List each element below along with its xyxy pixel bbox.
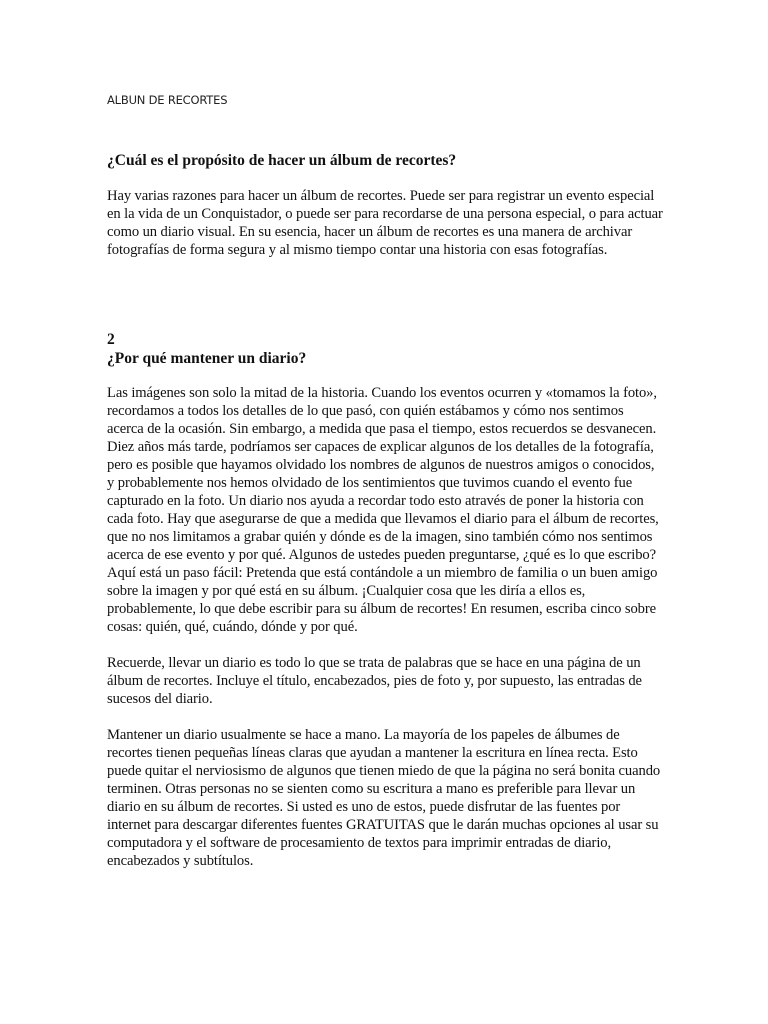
section-journal	[107, 330, 663, 870]
section-number: 2	[107, 331, 115, 348]
section-heading: ¿Cuál es el propósito de hacer un álbum de recortes?	[107, 152, 457, 169]
section-paragraph: Las imágenes son solo la mitad de la historia. Cuando los eventos ocurren y «tomamos la foto», recordamos a todos los detalles de lo que pasó, con quién estábamos y cómo nos sentimos acerca de la ocasión. Sin embargo, a medida que pasa el tiempo, estos recuerdos se desvanecen. Diez años más tarde, podríamos ser capaces de explicar algunos de los detalles de la fotografía, pero es posible que hayamos olvidado los nombres de algunos de nuestros amigos o conocidos, y probablemente nos hemos olvidado de los sentimientos que tuvimos cuando el evento fue capturado en la foto. Un diario nos ayuda a recordar todo esto através de poner la historia con cada foto. Hay que asegurarse de que a medida que llevamos el diario para el álbum de recortes, que no nos limitamos a grabar quién y dónde es de la imagen, sino también cómo nos sentimos acerca de ese evento y por qué. Algunos de ustedes pueden preguntarse, ¿qué es lo que escribo? Aquí está un paso fácil: Pretenda que está contándole a un miembro de familia o un buen amigo sobre la imagen y por qué está en su álbum. ¡Cualquier cosa que les diría a ellos es, probablemente, lo que debe escribir para su álbum de recortes! En resumen, escriba cinco sobre cosas: quién, qué, cuándo, dónde y por qué.	[107, 385, 659, 635]
section-paragraph: Hay varias razones para hacer un álbum de recortes. Puede ser para registrar un evento especial en la vida de un Conquistador, o puede ser para recordarse de una persona especial, o para actuar como un diario visual. En su esencia, hacer un álbum de recortes es una manera de archivar fotografías de forma segura y al mismo tiempo contar una historia con esas fotografías.	[107, 188, 663, 258]
section-purpose	[107, 151, 663, 259]
section-paragraph: Recuerde, llevar un diario es todo lo que se trata de palabras que se hace en una página de un álbum de recortes. Incluye el título, encabezados, pies de foto y, por supuesto, las entradas de sucesos del diario.	[107, 655, 642, 707]
section-heading: ¿Por qué mantener un diario?	[107, 350, 307, 367]
document-header: ALBUN DE RECORTES	[107, 93, 228, 107]
section-paragraph: Mantener un diario usualmente se hace a mano. La mayoría de los papeles de álbumes de recortes tienen pequeñas líneas claras que ayudan a mantener la escritura en línea recta. Esto puede quitar el nerviosismo de algunos que tienen miedo de que la página no será bonita cuando terminen. Otras personas no se sienten como su escritura a mano es preferible para llevar un diario en su álbum de recortes. Si usted es uno de estos, puede disfrutar de las fuentes por internet para descargar diferentes fuentes GRATUITAS que le darán muchas opciones al usar su computadora y el software de procesamiento de textos para imprimir entradas de diario, encabezados y subtítulos.	[107, 727, 661, 869]
